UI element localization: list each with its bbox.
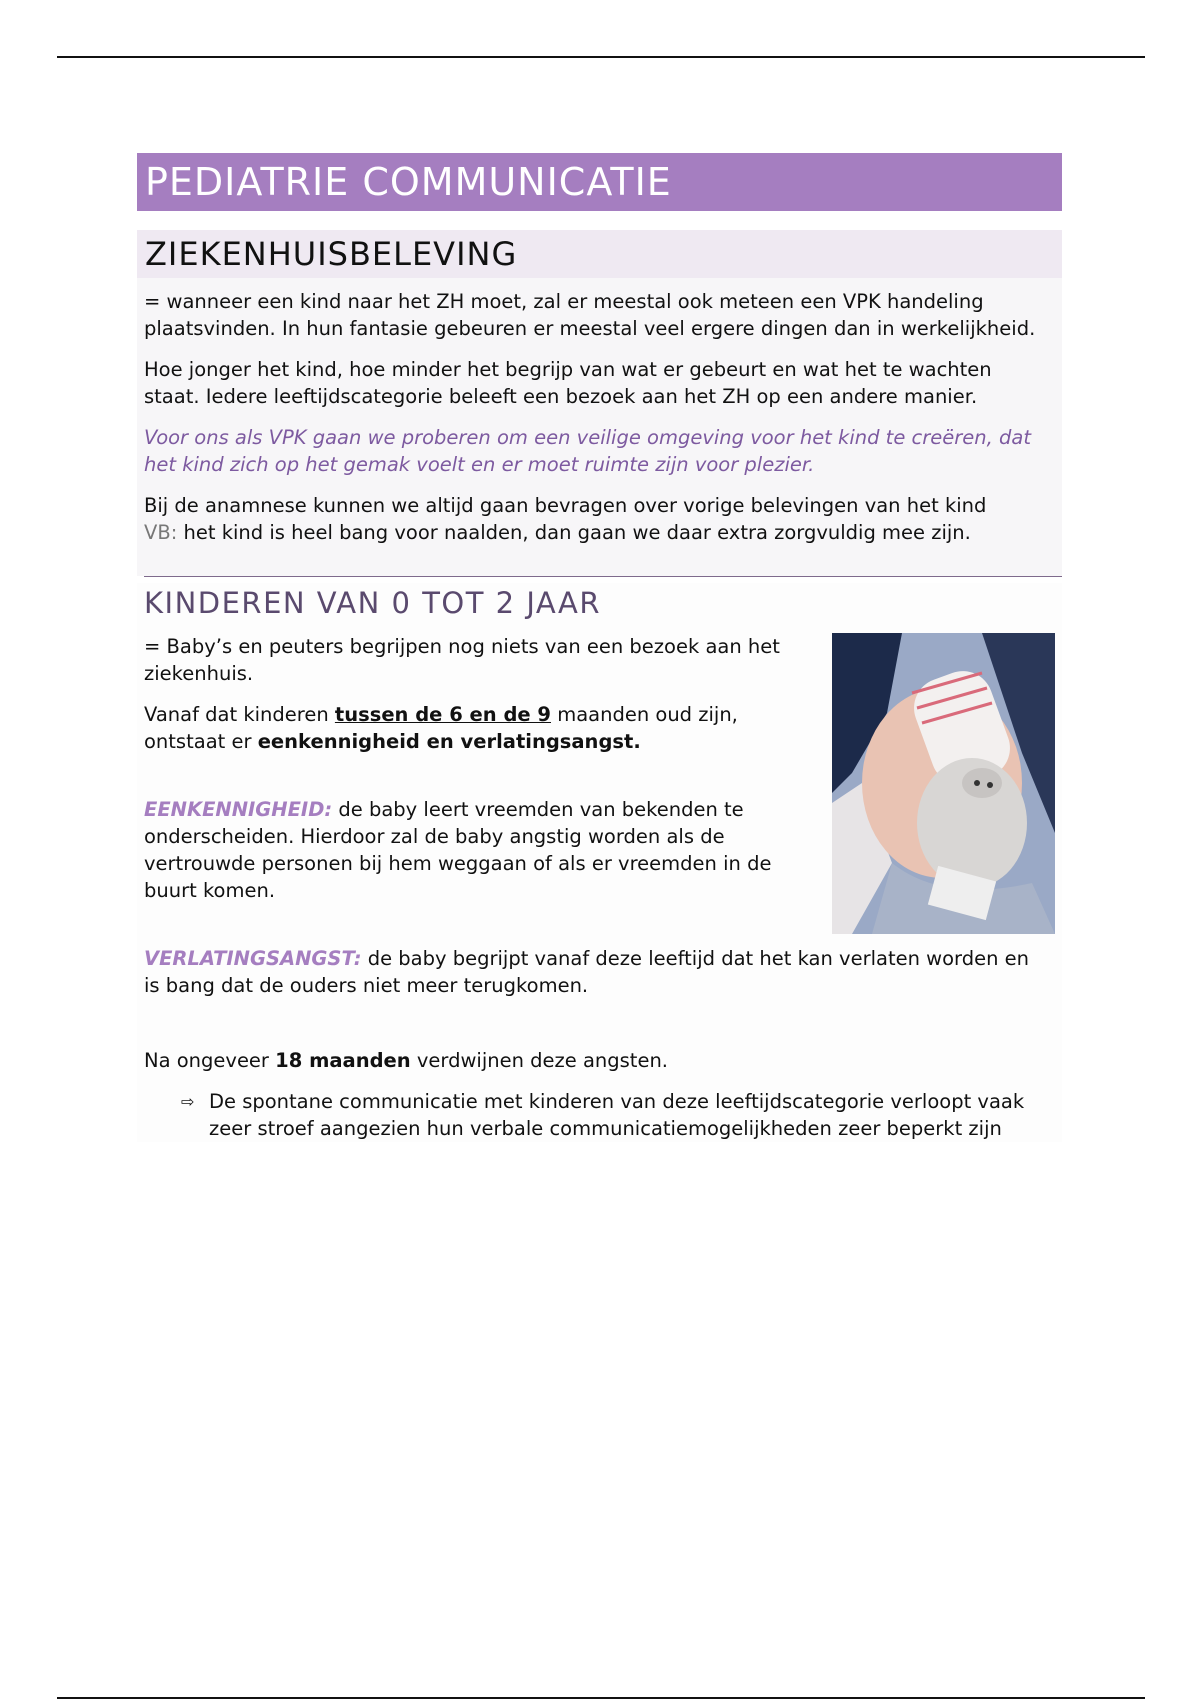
paragraph-vpk-goal: Voor ons als VPK gaan we proberen om een veilige omgeving voor het kind te creëren, dat het kind zich op het gemak voelt en er moet ruimte zijn voor plezier.	[144, 426, 1031, 476]
months-a: Na ongeveer	[144, 1049, 276, 1072]
arrow-right-icon: ⇨	[181, 1092, 195, 1111]
two-column-block	[137, 633, 1062, 904]
example-text: het kind is heel bang voor naalden, dan gaan we daar extra zorgvuldig mee zijn.	[177, 521, 971, 544]
paragraph-age-understanding: Hoe jonger het kind, hoe minder het begrijp van wat er gebeurt en wat het te wachten staat. Iedere leeftijdscategorie beleeft een bezoek aan het ZH op een andere manier.	[144, 358, 992, 408]
months-b: 18 maanden	[275, 1049, 411, 1072]
baby-photo	[832, 633, 1055, 934]
paragraph-anxiety-onset	[137, 701, 817, 755]
months-c: verdwijnen deze angsten.	[410, 1049, 669, 1072]
paragraph-baby-understanding: = Baby’s en peuters begrijpen nog niets van een bezoek aan het ziekenhuis.	[144, 635, 780, 685]
document-title: PEDIATRIE COMMUNICATIE	[137, 153, 1062, 211]
anxiety-onset-c: maanden oud zijn, ontstaat er	[144, 703, 738, 753]
section-heading-kinderen-0-2: KINDEREN VAN 0 TOT 2 JAAR	[144, 586, 602, 620]
section-heading-ziekenhuisbeleving: ZIEKENHUISBELEVING	[137, 230, 1062, 278]
arrow-list-text: De spontane communicatie met kinderen van deze leeftijdscategorie verloopt vaak zeer stroef aangezien hun verbale communicatiemogelijkheden zeer beperkt zijn	[209, 1090, 1025, 1140]
term-verlatingsangst-text: de baby begrijpt vanaf deze leeftijd dat het kan verlaten worden en is bang dat de ouders niet meer terugkomen.	[144, 947, 1029, 997]
anamnese-line: Bij de anamnese kunnen we altijd gaan bevragen over vorige belevingen van het kind	[144, 494, 987, 517]
baby-photo-illustration	[832, 633, 1055, 934]
section-kinderen-0-2	[137, 583, 1062, 1142]
term-eenkennigheid: EENKENNIGHEID:	[144, 798, 333, 821]
left-column-text	[137, 633, 817, 904]
paragraph-18-months	[137, 1047, 1062, 1074]
term-verlatingsangst: VERLATINGSANGST:	[144, 947, 362, 970]
section-ziekenhuisbeleving	[137, 230, 1062, 576]
section-divider	[144, 576, 1062, 577]
term-eenkennigheid-text: de baby leert vreemden van bekenden te onderscheiden. Hierdoor zal de baby angstig worden als de vertrouwde personen bij hem weggaan of als er vreemden in de buurt komen.	[144, 798, 772, 902]
example-label: VB:	[144, 521, 178, 544]
anxiety-onset-age: tussen de 6 en de 9	[334, 703, 551, 726]
page-content	[137, 153, 1062, 1142]
paragraph-eenkennigheid	[137, 796, 817, 904]
arrow-list-item	[137, 1088, 1062, 1142]
paragraph-anamnese	[137, 492, 1062, 546]
page-bottom-rule	[57, 1697, 1145, 1699]
paragraph-verlatingsangst	[137, 945, 1062, 999]
anxiety-onset-a: Vanaf dat kinderen	[144, 703, 335, 726]
paragraph-definition: = wanneer een kind naar het ZH moet, zal er meestal ook meteen een VPK handeling plaatsvinden. In hun fantasie gebeuren er meestal veel ergere dingen dan in werkelijkheid.	[144, 290, 1036, 340]
page-top-rule	[57, 56, 1145, 58]
anxiety-onset-terms: eenkennigheid en verlatingsangst.	[257, 730, 641, 753]
